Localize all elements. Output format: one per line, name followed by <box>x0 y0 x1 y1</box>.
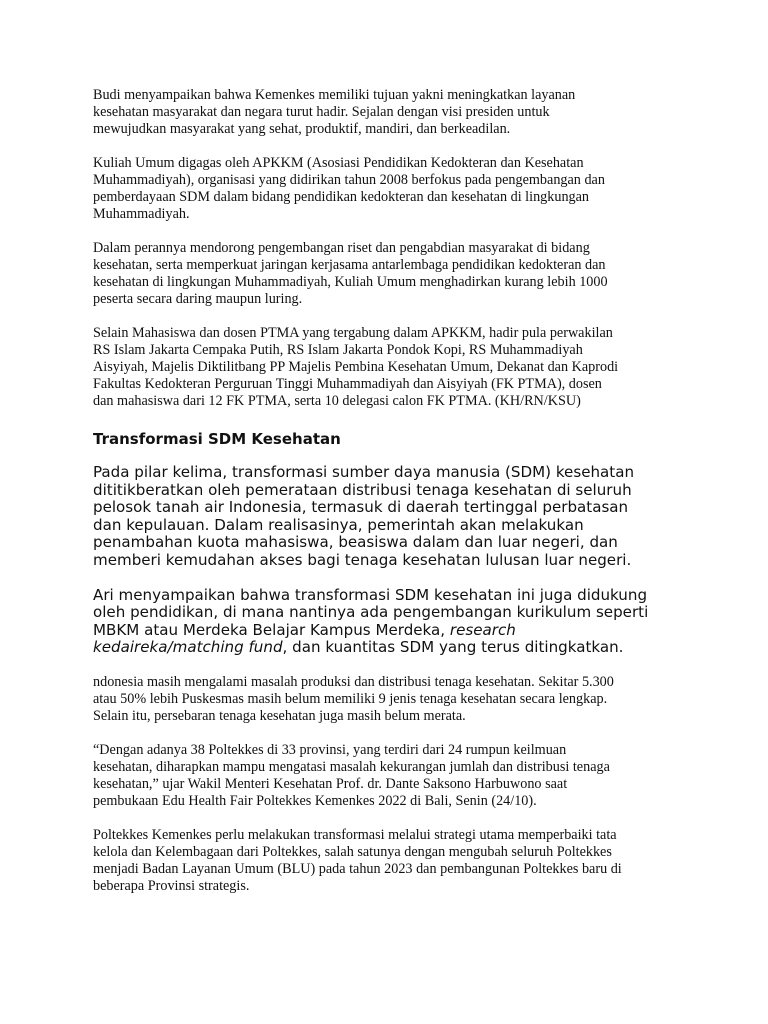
paragraph-education-text-end: , dan kuantitas SDM yang terus ditingkatkan. <box>282 638 624 656</box>
document-body <box>93 87 693 895</box>
paragraph-research-role: Dalam perannya mendorong pengembangan riset dan pengabdian masyarakat di bidang kesehatan, serta memperkuat jaringan kerjasama antarlembaga pendidikan kedokteran dan kesehatan di lingkungan Muhammadiyah, Kuliah Umum menghadirkan kurang lebih 1000 peserta secara daring maupun luring. <box>93 240 608 307</box>
paragraph-attendees: Selain Mahasiswa dan dosen PTMA yang tergabung dalam APKKM, hadir pula perwakilan RS Islam Jakarta Cempaka Putih, RS Islam Jakarta Pondok Kopi, RS Muhammadiyah Aisyiyah, Majelis Diktilitbang PP Majelis Pembina Kesehatan Umum, Dekanat dan Kaprodi Fakultas Kedokteran Perguruan Tinggi Muhammadiyah dan Aisyiyah (FK PTMA), dosen dan mahasiswa dari 12 FK PTMA, serta 10 delegasi calon FK PTMA. (KH/RN/KSU) <box>93 325 619 409</box>
paragraph-education-text-start: Ari menyampaikan bahwa transformasi SDM kesehatan ini juga didukung oleh pendidikan, di mana nantinya ada pengembangan kurikulum seperti MBKM atau Merdeka Belajar Kampus Merdeka, <box>93 585 649 639</box>
paragraph-education-italic: research kedaireka/matching fund <box>93 620 516 656</box>
paragraph-poltekkes-transformation: Poltekkes Kemenkes perlu melakukan transformasi melalui strategi utama memperbaiki tata kelola dan Kelembagaan dari Poltekkes, salah satunya dengan mengubah seluruh Poltekkes menjadi Badan Layanan Umum (BLU) pada tahun 2023 dan pembangunan Poltekkes baru di beberapa Provinsi strategis. <box>93 826 622 894</box>
paragraph-kemenkes-goal: Budi menyampaikan bahwa Kemenkes memiliki tujuan yakni meningkatkan layanan kesehatan masyarakat dan negara turut hadir. Sejalan dengan visi presiden untuk mewujudkan masyarakat yang sehat, produktif, mandiri, dan berkeadilan. <box>93 87 576 137</box>
paragraph-apkkm: Kuliah Umum digagas oleh APKKM (Asosiasi Pendidikan Kedokteran dan Kesehatan Muhammadiyah), organisasi yang didirikan tahun 2008 berfokus pada pengembangan dan pemberdayaan SDM dalam bidang pendidikan kedokteran dan kesehatan di lingkungan Muhammadiyah. <box>93 155 605 222</box>
paragraph-fifth-pillar: Pada pilar kelima, transformasi sumber daya manusia (SDM) kesehatan dititikberatkan oleh pemerataan distribusi tenaga kesehatan di seluruh pelosok tanah air Indonesia, termasuk di daerah tertinggal perbatasan dan kepulauan. Dalam realisasinya, pemerintah akan melakukan penambahan kuota mahasiswa, beasiswa dalam dan luar negeri, dan memberi kemudahan akses bagi tenaga kesehatan lulusan luar negeri. <box>93 463 635 569</box>
paragraph-quote-wamenkes: “Dengan adanya 38 Poltekkes di 33 provinsi, yang terdiri dari 24 rumpun keilmuan kesehatan, diharapkan mampu mengatasi masalah kekurangan jumlah dan distribusi tenaga kesehatan,” ujar Wakil Menteri Kesehatan Prof. dr. Dante Saksono Harbuwono saat pembukaan Edu Health Fair Poltekkes Kemenkes 2022 di Bali, Senin (24/10). <box>93 741 610 809</box>
paragraph-education-support <box>93 587 693 657</box>
paragraph-distribution-problem: ndonesia masih mengalami masalah produksi dan distribusi tenaga kesehatan. Sekitar 5.300 atau 50% lebih Puskesmas masih belum memiliki 9 jenis tenaga kesehatan secara lengkap. Selain itu, persebaran tenaga kesehatan juga masih belum merata. <box>93 673 614 724</box>
section-heading: Transformasi SDM Kesehatan <box>93 430 341 448</box>
